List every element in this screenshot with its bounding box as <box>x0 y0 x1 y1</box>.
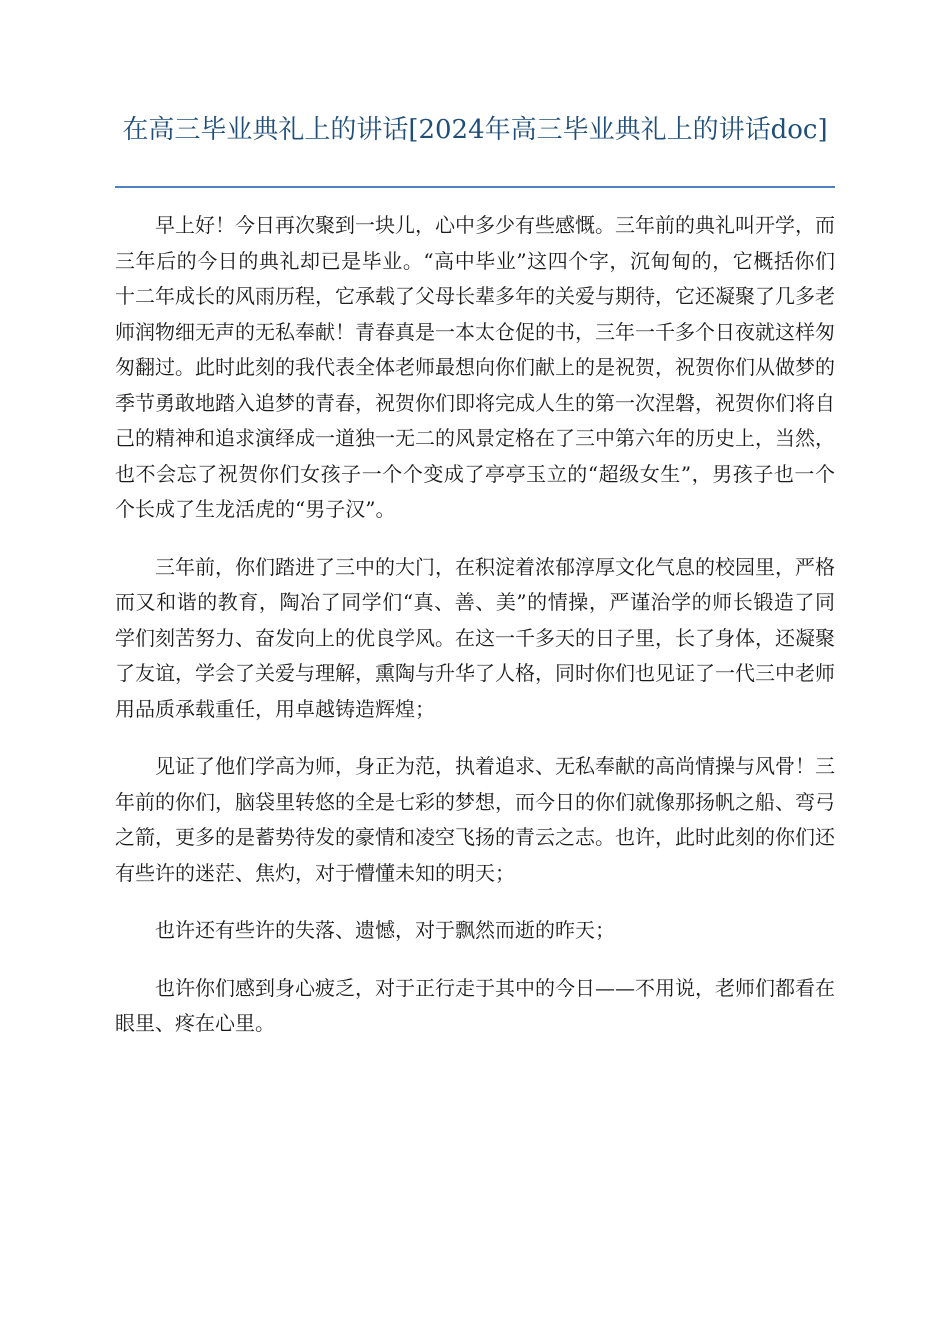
title-divider <box>115 186 835 188</box>
paragraph-5: 也许你们感到身心疲乏，对于正行走于其中的今日——不用说，老师们都看在眼里、疼在心里。 <box>115 975 835 1035</box>
document-body <box>115 208 835 1064</box>
paragraph-1: 早上好！今日再次聚到一块儿，心中多少有些感慨。三年前的典礼叫开学，而三年后的今日的典礼却已是毕业。“高中毕业”这四个字，沉甸甸的，它概括你们十二年成长的风雨历程，它承载了父母长辈多年的关爱与期待，它还凝聚了几多老师润物细无声的无私奉献！青春真是一本太仓促的书，三年一千多个日夜就这样匆匆翻过。此时此刻的我代表全体老师最想向你们献上的是祝贺，祝贺你们从做梦的季节勇敢地踏入追梦的青春，祝贺你们即将完成人生的第一次涅磐，祝贺你们将自己的精神和追求演绎成一道独一无二的风景定格在了三中第六年的历史上，当然，也不会忘了祝贺你们女孩子一个个变成了亭亭玉立的“超级女生”，男孩子也一个个长成了生龙活虎的“男子汉”。 <box>115 213 835 521</box>
paragraph-3: 见证了他们学高为师，身正为范，执着追求、无私奉献的高尚情操与风骨！三年前的你们，脑袋里转悠的全是七彩的梦想，而今日的你们就像那扬帆之船、弯弓之箭，更多的是蓄势待发的豪情和凌空飞扬的青云之志。也许，此时此刻的你们还有些许的迷茫、焦灼，对于懵懂未知的明天； <box>115 754 835 885</box>
paragraph-4: 也许还有些许的失落、遗憾，对于飘然而逝的昨天； <box>155 918 615 942</box>
title-block <box>115 112 835 148</box>
paragraph-2: 三年前，你们踏进了三中的大门，在积淀着浓郁淳厚文化气息的校园里，严格而又和谐的教育，陶冶了同学们“真、善、美”的情操，严谨治学的师长锻造了同学们刻苦努力、奋发向上的优良学风。在这一千多天的日子里，长了身体，还凝聚了友谊，学会了关爱与理解，熏陶与升华了人格，同时你们也见证了一代三中老师用品质承载重任，用卓越铸造辉煌； <box>115 554 835 721</box>
document-title: 在高三毕业典礼上的讲话[2024年高三毕业典礼上的讲话doc] <box>122 115 828 145</box>
